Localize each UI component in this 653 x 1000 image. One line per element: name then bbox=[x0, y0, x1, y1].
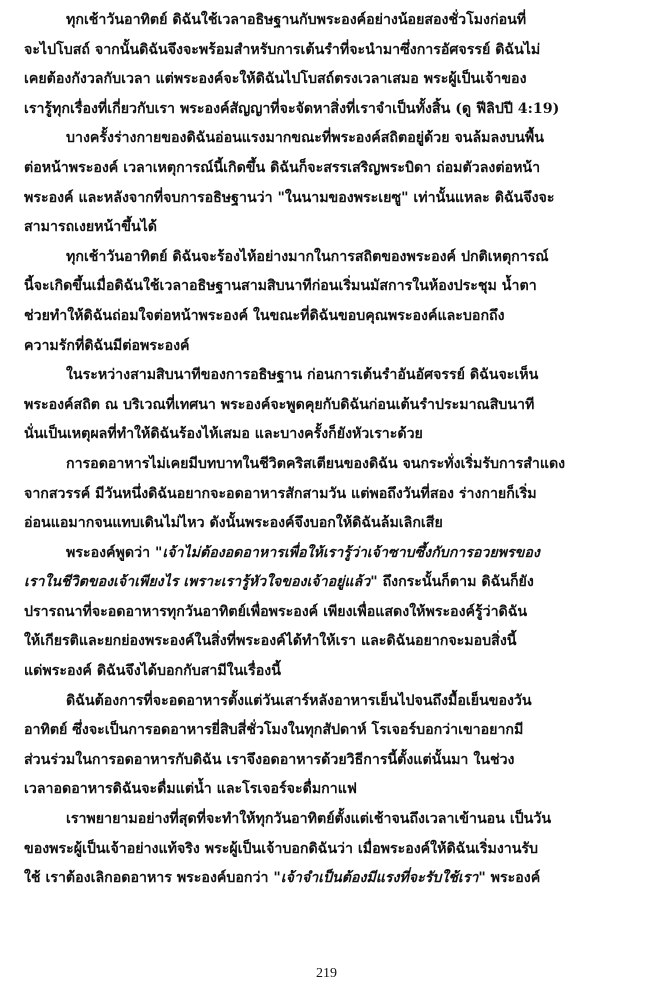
text-line: ส่วนร่วมในการอดอาหารกับดิฉัน เราจึงอดอาหารด้วยวิธีการนี้ตั้งแต่นั้นมา ในช่วง bbox=[24, 751, 515, 768]
text-line: จะไปโบสถ์ จากนั้นดิฉันจึงจะพร้อมสำหรับการเต้นรำที่จะนำมาซึ่งการอัศจรรย์ ดิฉันไม่ bbox=[24, 41, 541, 58]
text-line: ต่อหน้าพระองค์ เวลาเหตุการณ์นี้เกิดขึ้น ดิฉันก็จะสรรเสริญพระบิดา ถ่อมตัวลงต่อหน้า bbox=[24, 159, 541, 176]
text-line: บางครั้งร่างกายของดิฉันอ่อนแรงมากขณะที่พระองค์สถิตอยู่ด้วย จนล้มลงบนพื้น bbox=[66, 130, 544, 147]
text-line: ช่วยทำให้ดิฉันถ่อมใจต่อหน้าพระองค์ ในขณะที่ดิฉันขอบคุณพระองค์และบอกถึง bbox=[24, 307, 505, 324]
text-line: นี้จะเกิดขึ้นเมื่อดิฉันใช้เวลาอธิษฐานสามสิบนาทีก่อนเริ่มนมัสการในห้องประชุม น้ำตา bbox=[24, 278, 537, 295]
quoted-speech: "เจ้าไม่ต้องอดอาหารเพื่อให้เรารู้ว่าเจ้าซาบซึ้งกับการอวยพรของ bbox=[154, 544, 540, 561]
text-line bbox=[24, 568, 631, 598]
text-segment: ถึงกระนั้นก็ตาม ดิฉันก็ยัง bbox=[377, 574, 534, 591]
text-line: พระองค์สถิต ณ บริเวณที่เทศนา พระองค์จะพูดคุยกับดิฉันก่อนเต้นรำประมาณสิบนาที bbox=[24, 396, 535, 413]
text-line bbox=[24, 835, 631, 865]
text-line: นั่นเป็นเหตุผลที่ทำให้ดิฉันร้องไห้เสมอ และบางครั้งก็ยังหัวเราะด้วย bbox=[24, 426, 423, 443]
paragraph bbox=[24, 539, 631, 687]
paragraph bbox=[24, 805, 631, 894]
text-line: การอดอาหารไม่เคยมีบทบาทในชีวิตคริสเตียนของดิฉัน จนกระทั่งเริ่มรับการสำแดง bbox=[66, 455, 566, 472]
quoted-speech: "เจ้าจำเป็นต้องมีแรงที่จะรับใช้เรา" bbox=[273, 870, 486, 887]
text-line: ทุกเช้าวันอาทิตย์ ดิฉันจะร้องไห้อย่างมากในการสถิตของพระองค์ ปกติเหตุการณ์ bbox=[66, 248, 549, 265]
text-segment: ให้เกียรติและยกย่องพระองค์ในสิ่งที่พระองค์ได้ทำให้เรา และดิฉันอยากจะมอบสิ่งนี้ bbox=[24, 633, 517, 650]
text-line: อาทิตย์ ซึ่งจะเป็นการอดอาหารยี่สิบสี่ชั่วโมงในทุกสัปดาห์ โรเจอร์บอกว่าเขาอยากมี bbox=[24, 722, 524, 739]
text-segment: พระองค์พูดว่า bbox=[66, 544, 155, 561]
text-line: เคยต้องกังวลกับเวลา แต่พระองค์จะให้ดิฉันไปโบสถ์ตรงเวลาเสมอ พระผู้เป็นเจ้าของ bbox=[24, 71, 527, 88]
text-segment: ใช้ เราต้องเลิกอดอาหาร พระองค์บอกว่า bbox=[24, 870, 274, 887]
text-line: จากสวรรค์ มีวันหนึ่งดิฉันอยากจะอดอาหารสักสามวัน แต่พอถึงวันที่สอง ร่างกายก็เริ่ม bbox=[24, 485, 537, 502]
quoted-speech: เราในชีวิตของเจ้าเพียงไร เพราะเรารู้หัวใจของเจ้าอยู่แล้ว" bbox=[24, 574, 378, 591]
paragraph bbox=[24, 243, 631, 361]
text-line: ในระหว่างสามสิบนาทีของการอธิษฐาน ก่อนการเต้นรำอันอัศจรรย์ ดิฉันจะเห็น bbox=[66, 367, 539, 384]
text-segment: แด่พระองค์ ดิฉันจึงได้บอกกับสามีในเรื่องนี้ bbox=[24, 663, 281, 680]
text-line: ความรักที่ดิฉันมีต่อพระองค์ bbox=[24, 337, 190, 354]
paragraph bbox=[24, 450, 631, 539]
text-line: เรารู้ทุกเรื่องที่เกี่ยวกับเรา พระองค์สัญญาที่จะจัดหาสิ่งที่เราจำเป็นทั้งสิ้น (ดู ฟีลิปปี 4:19) bbox=[24, 100, 560, 117]
text-line: ดิฉันต้องการที่จะอดอาหารตั้งแต่วันเสาร์หลังอาหารเย็นไปจนถึงมื้อเย็นของวัน bbox=[66, 692, 532, 709]
text-segment: ปรารถนาที่จะอดอาหารทุกวันอาทิตย์เพื่อพระองค์ เพียงเพื่อแสดงให้พระองค์รู้ว่าดิฉัน bbox=[24, 603, 528, 620]
text-line bbox=[24, 805, 631, 835]
text-line: อ่อนแอมากจนแทบเดินไม่ไหว ดังนั้นพระองค์จึงบอกให้ดิฉันล้มเลิกเสีย bbox=[24, 515, 443, 532]
text-segment: ของพระผู้เป็นเจ้าอย่างแท้จริง พระผู้เป็นเจ้าบอกดิฉันว่า เมื่อพระองค์ให้ดิฉันเริ่มงานรับ bbox=[24, 840, 539, 857]
text-line bbox=[24, 598, 631, 628]
body-text bbox=[24, 6, 631, 894]
paragraph bbox=[24, 124, 631, 242]
text-segment: พระองค์ bbox=[485, 870, 541, 887]
text-line: สามารถเงยหน้าขึ้นได้ bbox=[24, 219, 158, 236]
text-line bbox=[24, 657, 631, 687]
paragraph bbox=[24, 687, 631, 805]
text-line bbox=[24, 627, 631, 657]
page-number: 219 bbox=[316, 966, 337, 981]
paragraph bbox=[24, 361, 631, 450]
paragraph bbox=[24, 6, 631, 124]
text-segment: เราพยายามอย่างที่สุดที่จะทำให้ทุกวันอาทิตย์ตั้งแต่เช้าจนถึงเวลาเข้านอน เป็นวัน bbox=[66, 811, 552, 828]
text-line bbox=[24, 864, 631, 894]
text-line: เวลาอดอาหารดิฉันจะดื่มแต่น้ำ และโรเจอร์จะดื่มกาแฟ bbox=[24, 781, 357, 798]
text-line: ทุกเช้าวันอาทิตย์ ดิฉันใช้เวลาอธิษฐานกับพระองค์อย่างน้อยสองชั่วโมงก่อนที่ bbox=[66, 12, 527, 28]
text-line bbox=[24, 539, 631, 569]
text-line: พระองค์ และหลังจากที่จบการอธิษฐานว่า "ในนามของพระเยซู" เท่านั้นแหละ ดิฉันจึงจะ bbox=[24, 189, 555, 206]
